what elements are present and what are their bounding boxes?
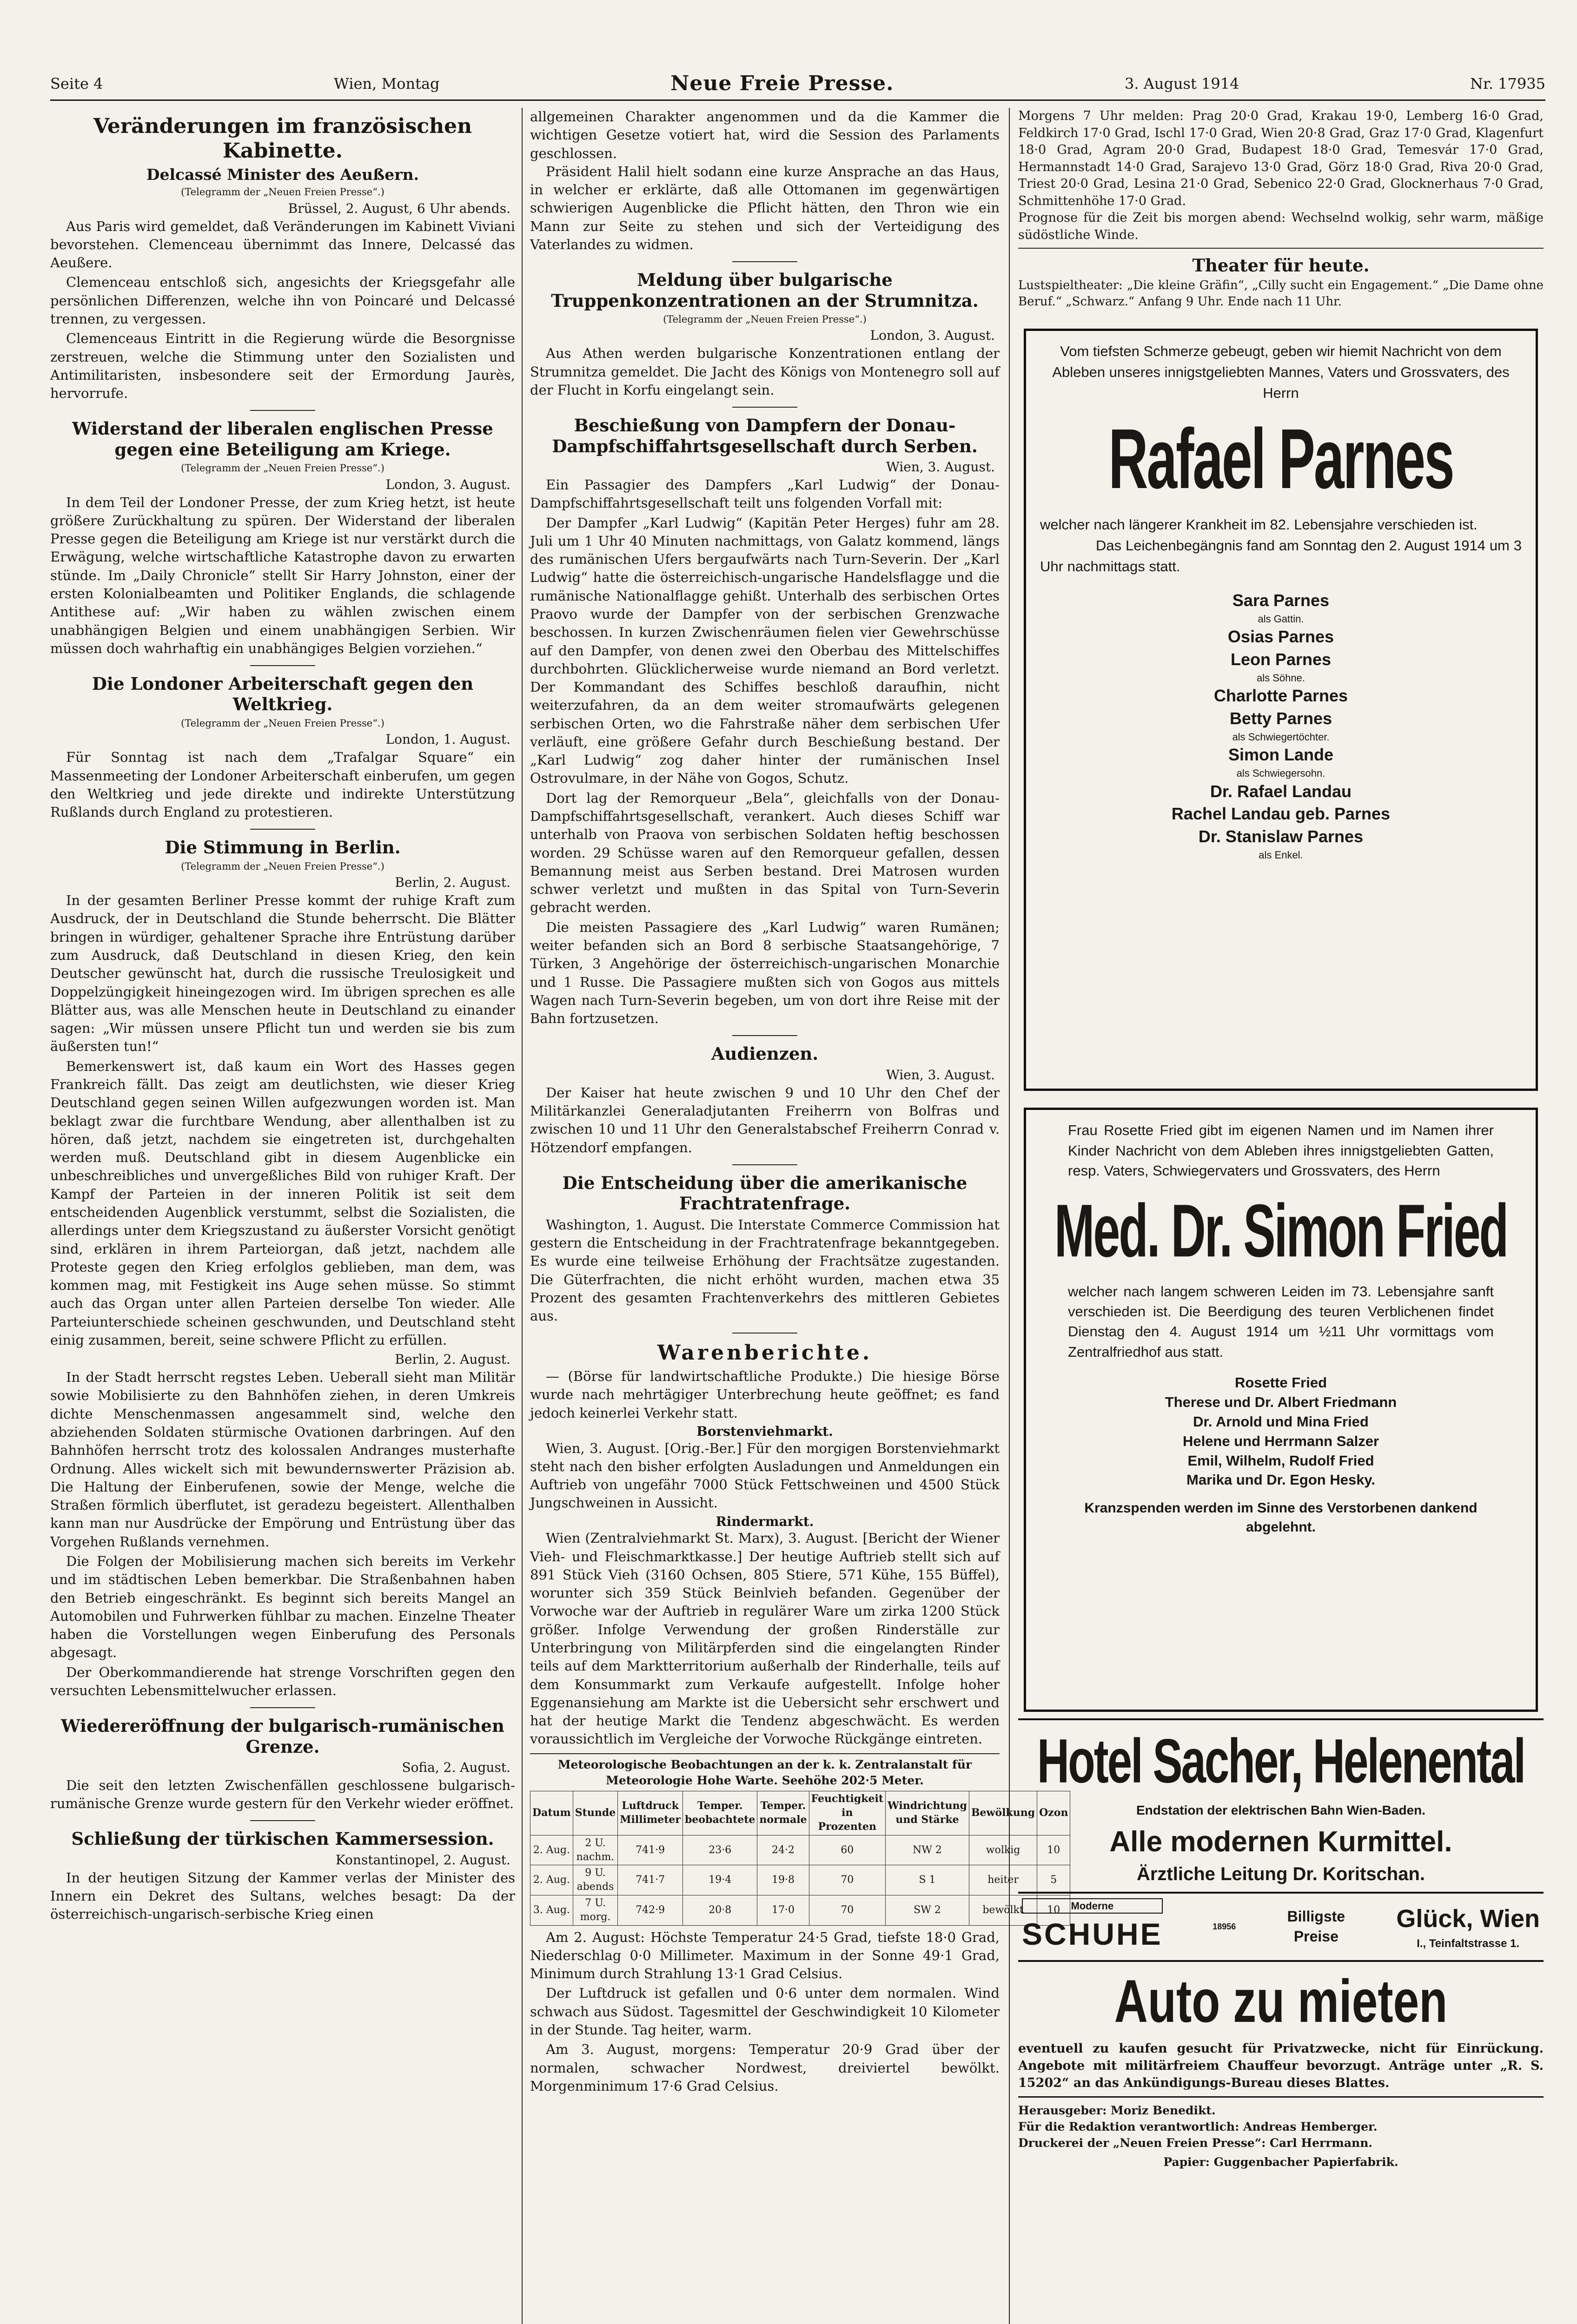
- table-cell: 23·6: [683, 1835, 757, 1865]
- table-cell: S 1: [886, 1865, 969, 1895]
- table-header-cell: Datum: [530, 1791, 573, 1835]
- mourner-name: Simon Lande: [1228, 745, 1334, 765]
- table-cell: 60: [809, 1835, 885, 1865]
- table-cell: 742·9: [618, 1895, 683, 1926]
- article-subtitle: Delcassé Minister des Aeußern.: [146, 165, 419, 184]
- table-cell: 7 U. morg.: [573, 1895, 617, 1926]
- table-cell: 741·9: [618, 1835, 683, 1865]
- shoe-ad-address: I., Teinfaltstrasse 1.: [1417, 1937, 1520, 1950]
- column-3: [1018, 108, 1544, 2324]
- paragraph: In der gesamten Berliner Presse kommt der ruhige Kraft zum Ausdruck, der in Deutschland die Stunde beherrscht. Die Blätter bringen in würdiger, gehaltener Sprache ihre Entrüstung darüber zum Ausdruck, daß Deutschland in diesen Krieg, den kein Deutscher gewünscht hat, durch die russische Treulosigkeit und Doppelzüngigkeit hineingezogen wird. Im übrigen sprechen es alle Blätter aus, was alle Menschen heute in Deutschland zu einander sagen: „Wir müssen unsere Pflicht tun und werden sie bis zum äußersten tun!“: [50, 892, 515, 1055]
- mourner-name: Helene und Herrmann Salzer: [1182, 1433, 1379, 1449]
- table-cell: 24·2: [757, 1835, 809, 1865]
- table-cell: 19·8: [757, 1865, 809, 1895]
- mourner-relation: als Schwiegersohn.: [1236, 767, 1325, 779]
- table-header-cell: Luftdruck Millimeter: [618, 1791, 683, 1835]
- dateline: Sofia, 2. August.: [402, 1759, 510, 1775]
- hotel-ad-subtitle: Endstation der elektrischen Bahn Wien-Baden.: [1136, 1802, 1426, 1817]
- column-1: [50, 108, 515, 2324]
- separator: [250, 410, 315, 411]
- section-heading: Rindermarkt.: [716, 1513, 814, 1529]
- mourner-name: Dr. Stanislaw Parnes: [1198, 827, 1364, 846]
- table-cell: 741·7: [618, 1865, 683, 1895]
- imprint-publisher: Herausgeber: Moriz Benedikt.: [1018, 2104, 1216, 2118]
- dateline: Konstantinopel, 2. August.: [335, 1852, 510, 1868]
- separator: [250, 665, 315, 666]
- article-title: Beschießung von Dampfern der Donau-Dampfschiffahrtsgesellschaft durch Serben.: [552, 415, 978, 456]
- shoe-ad-name: SCHUHE: [1022, 1917, 1163, 1952]
- paragraph: Clemenceaus Eintritt in die Regierung würde die Besorgnisse zerstreuen, welche die Stimmung unter den Sozialisten und Antimilitaristen, insbesondere seit der Ermordung Jaurès, hervorrufe.: [50, 330, 515, 402]
- table-cell: 19·4: [683, 1865, 757, 1895]
- obituary-text: welcher nach längerer Krankheit im 82. Lebensjahre verschieden ist.: [1040, 516, 1478, 533]
- separator: [732, 407, 797, 408]
- mourner-relation: als Söhne.: [1257, 672, 1305, 684]
- table-cell: bewölkt: [969, 1895, 1037, 1926]
- dateline: Brüssel, 2. August, 6 Uhr abends.: [288, 200, 510, 216]
- table-cell: wolkig: [969, 1835, 1037, 1865]
- paragraph: — (Börse für landwirtschaftliche Produkte.) Die hiesige Börse wurde nach mehrtägiger Unterbrechung heute geöffnet; es fand jedoch keinerlei Verkehr statt.: [530, 1368, 1000, 1421]
- shoe-ad-price: Billigste Preise: [1287, 1908, 1345, 1945]
- table-row: [530, 1865, 1070, 1895]
- table-cell: 17·0: [757, 1895, 809, 1926]
- table-cell: 70: [809, 1865, 885, 1895]
- table-cell: 5: [1037, 1865, 1070, 1895]
- table-header-cell: Temper. normale: [757, 1791, 809, 1835]
- table-cell: 3. Aug.: [530, 1895, 573, 1926]
- table-header-cell: Feuchtigkeit in Prozenten: [809, 1791, 885, 1835]
- dateline: Berlin, 2. August.: [395, 1352, 510, 1367]
- mourner-name: Dr. Arnold und Mina Fried: [1193, 1413, 1369, 1430]
- paragraph: Präsident Halil hielt sodann eine kurze Ansprache an das Haus, in welcher er erklärte, daß alle Ottomanen im gegenwärtigen schwierigen Augenblicke die Pflicht hätten, den Thron wie ein Mann zur Seite zu stehen und sich der Verteidigung des Vaterlandes zu widmen.: [530, 163, 1000, 252]
- separator: [250, 1820, 315, 1821]
- mourner-name: Rosette Fried: [1234, 1374, 1327, 1391]
- table-cell: 2. Aug.: [530, 1835, 573, 1865]
- table-header-cell: Stunde: [573, 1791, 617, 1835]
- mourner-name: Marika und Dr. Egon Hesky.: [1186, 1472, 1375, 1488]
- paragraph: Der Luftdruck ist gefallen und 0·6 unter dem normalen. Wind schwach aus Südost. Tagesmittel der Geschwindigkeit 10 Kilometer in der Stunde. Tag heiter, warm.: [530, 1985, 1000, 2038]
- imprint-editor: Für die Redaktion verantwortlich: Andreas Hemberger.: [1018, 2120, 1378, 2134]
- auto-ad-text: eventuell zu kaufen gesucht für Privatzwecke, nicht für Einrückung. Angebote mit militärfreiem Chauffeur bevorzugt. Anträge unter „R. S. 15202“ an das Ankündigungs-Bureau dieses Blattes.: [1018, 2041, 1544, 2090]
- article-title: Widerstand der liberalen englischen Presse gegen eine Beteiligung am Kriege.: [72, 418, 493, 460]
- article-title: Die Londoner Arbeiterschaft gegen den Weltkrieg.: [92, 673, 474, 715]
- obituary-fried: [1024, 1108, 1538, 1712]
- paragraph: Für Sonntag ist nach dem „Trafalgar Square“ ein Massenmeeting der Londoner Arbeiterschaft einberufen, um gegen den Weltkrieg und jede direkte und indirekte Unterstützung Rußlands durch England zu protestieren.: [50, 749, 515, 820]
- mourner-name: Osias Parnes: [1227, 627, 1334, 647]
- meteorology-title: Meteorologische Beobachtungen an der k. k. Zentralanstalt für Meteorologie Hohe Warte. Seehöhe 202·5 Meter.: [530, 1753, 1000, 1789]
- theater-listing: Lustspieltheater: „Die kleine Gräfin“, „Cilly sucht ein Engagement.“ „Die Dame ohne Beruf.“ „Schwarz.“ Anfang 9 Uhr. Ende nach 11 Uhr.: [1018, 278, 1544, 309]
- issue-number: Nr. 17935: [1470, 74, 1545, 92]
- shoe-ad-modern: Moderne: [1022, 1898, 1163, 1914]
- article-title: Die Stimmung in Berlin.: [165, 837, 401, 858]
- imprint-printer: Druckerei der „Neuen Freien Presse“: Carl Herrmann.: [1018, 2136, 1373, 2150]
- shoe-ad-store: Glück, Wien: [1396, 1905, 1540, 1933]
- separator: [250, 829, 315, 830]
- paragraph: Wien (Zentralviehmarkt St. Marx), 3. August. [Bericht der Wiener Vieh- und Fleischmarktkasse.] Der heutige Auftrieb stellt sich auf 891 Stück Vieh (3160 Ochsen, 805 Stiere, 571 Kühe, 155 Büffel), worunter sich 359 Stück Beinlvieh befanden. Gegenüber der Vorwoche war der Auftrieb in regulärer Ware um zirka 1200 Stück größer. Infolge Verwendung der großen Rinderställe zur Unterbringung von Militärpferden sind die eingelangten Rinder teils auf dem Marktterritorium außerhalb der Rinderhalle, teils auf dem Konsummarkt zum Verkaufe aufgestellt. Infolge hoher Eggenansiehung am Markte ist die Uebersicht sehr erschwert und hat der heutige Markt die Tendenz abgeschwächt. Es werden voraussichtlich im Vergleiche der Vorwoche Rückgänge eintreten.: [530, 1530, 1000, 1747]
- column-rule: [1009, 108, 1010, 2324]
- section-heading: Borstenviehmarkt.: [696, 1423, 833, 1439]
- mourner-relation: als Schwiegertöchter.: [1232, 731, 1330, 743]
- obituary-text: Das Leichenbegängnis fand am Sonntag den 2. August 1914 um 3 Uhr nachmittags statt.: [1040, 537, 1522, 575]
- table-cell: 10: [1037, 1835, 1070, 1865]
- telegram-note: (Telegramm der „Neuen Freien Presse“.): [181, 717, 384, 729]
- dateline: London, 1. August.: [385, 732, 510, 747]
- mourner-relation: als Gattin.: [1258, 613, 1304, 625]
- dateline: Wien, 3. August.: [886, 459, 995, 475]
- meteorology-table: [530, 1791, 1070, 1925]
- paragraph: Ein Passagier des Dampfers „Karl Ludwig“ der Donau-Dampfschiffahrtsgesellschaft teilt uns folgenden Vorfall mit:: [530, 476, 1000, 511]
- telegram-note: (Telegramm der „Neuen Freien Presse“.): [181, 462, 384, 474]
- article-title: Wiedereröffnung der bulgarisch-rumänischen Grenze.: [61, 1716, 504, 1757]
- obituary-text: welcher nach langem schweren Leiden im 73. Lebensjahre sanft verschieden ist. Die Beerdigung des teuren Verblichenen findet Dienstag den 4. August 1914 um ½11 Uhr vormittags vom Zentralfriedhof aus statt.: [1068, 1283, 1494, 1360]
- paragraph: In der Stadt herrscht regstes Leben. Ueberall sieht man Militär sowie Mobilisierte zu den Bahnhöfen ziehen, in deren Umkreis dichte Menschenmassen angesammelt sind, welche den abziehenden Soldaten stürmische Ovationen darbringen. Auf den Bahnhöfen herrscht trotz des kolossalen Andranges musterhafte Ordnung. Alles wickelt sich mit bewundernswerter Präzision ab. Die Haltung der Einberufenen, sowie der Menge, welche die Straßen förmlich überflutet, ist geradezu begeistert. Allenthalben kann man nur Ausdrücke der Empörung und Entrüstung über das Vorgehen Rußlands vernehmen.: [50, 1369, 515, 1550]
- paragraph: In der heutigen Sitzung der Kammer verlas der Minister des Innern ein Dekret des Sultans, welches besagt: Da der österreichisch-ungarisch-serbische Krieg einen: [50, 1869, 515, 1922]
- paragraph: In dem Teil der Londoner Presse, der zum Krieg hetzt, ist heute größere Zurückhaltung zu spüren. Der Widerstand der liberalen Presse gegen die Beteiligung am Kriege ist nur verstärkt durch die Erwägung, welche wirtschaftliche Katastrophe davon zu erwarten stünde. Im „Daily Chronicle“ stellt Sir Harry Johnston, einer der ersten Kolonialbeamten und Politiker Englands, die schlagende Antithese auf: „Wir haben zu wählen zwischen einem unabhängigen Belgien und einem unabhängigen Serbien. Wir müssen doch wahrhaftig ein unabhängiges Belgien vorziehen.“: [50, 494, 515, 656]
- hotel-ad-doctor: Ärztliche Leitung Dr. Koritschan.: [1136, 1864, 1425, 1885]
- paragraph: Washington, 1. August. Die Interstate Commerce Commission hat gestern die Entscheidung in der Frachtratenfrage bekanntgegeben. Es wurde eine teilweise Erhöhung der Frachtsätze zugestanden. Die Güterfrachten, die nicht erhöht wurden, machen etwa 35 Prozent des gesamten Frachtenverkehrs des mittleren Gebietes aus.: [530, 1216, 1000, 1324]
- page-number: Seite 4: [50, 74, 103, 92]
- theater-title: Theater für heute.: [1192, 255, 1370, 276]
- table-cell: 2. Aug.: [530, 1865, 573, 1895]
- header-date-left: Wien, Montag: [334, 74, 440, 92]
- obituary-parnes: [1024, 329, 1538, 1091]
- article-title: Veränderungen im französischen Kabinette.: [93, 114, 472, 163]
- mourner-name: Emil, Wilhelm, Rudolf Fried: [1187, 1452, 1374, 1469]
- table-row: [530, 1895, 1070, 1926]
- weather-forecast: Prognose für die Zeit bis morgen abend: Wechselnd wolkig, sehr warm, mäßige südöstliche Winde.: [1018, 211, 1544, 243]
- column-rule: [522, 108, 523, 2324]
- paragraph: Bemerkenswert ist, daß kaum ein Wort des Hasses gegen Frankreich fällt. Das zeigt am deutlichsten, wie dieser Krieg Deutschland gegen seinen Willen aufgezwungen worden ist. Man beklagt zwar die furchtbare Wendung, aber allenthalben ist zu hören, daß jetzt, nachdem sie eingetreten ist, durchgehalten werden muß. Deutschland gibt in diesem Augenblicke ein unbeschreibliches und unvergeßliches Bild von ruhiger Kraft. Der Kampf der Parteien in der inneren Politik ist seit dem entscheidenden Augenblick verstummt, selbst die Sozialisten, die allerdings unter dem Kriegszustand zu äußerster Vorsicht genötigt sind, erklären in ihrem Parteiorgan, daß jetzt, nachdem alle Proteste gegen den Krieg erfolglos geblieben, man dem, was kommen mag, mit Festigkeit ins Auge sehen müsse. So stimmt auch das Organ unter allen Parteien derselbe Ton wieder. Alle Parteiunterschiede scheinen geschwunden, und Deutschland steht einig zusammen, bereit, seine schwere Pflicht zu erfüllen.: [50, 1058, 515, 1348]
- table-cell: 9 U. abends: [573, 1865, 617, 1895]
- paragraph: Dort lag der Remorqueur „Bela“, gleichfalls von der Donau-Dampfschiffahrtsgesellschaft, verankert. Auch dieses Schiff war unterhalb von Praova von serbischen Soldaten heftig beschossen worden. 29 Schüsse waren auf den Remorqueur gefallen, dessen Bemannung meist aus Serben bestand. Drei Matrosen wurden schwer verletzt und mußten in das Spital von Turn-Severin gebracht werden.: [530, 790, 1000, 916]
- table-cell: 70: [809, 1895, 885, 1926]
- paragraph: Der Oberkommandierende hat strenge Vorschriften gegen den versuchten Lebensmittelwucher erlassen.: [50, 1664, 515, 1698]
- paragraph: allgemeinen Charakter angenommen und da die Kammer die wichtigen Gesetze votiert hat, wird die Session des Parlaments geschlossen.: [530, 109, 1000, 161]
- article-title: Audienzen.: [711, 1043, 819, 1064]
- separator: [732, 1035, 797, 1036]
- paragraph: Clemenceau entschloß sich, angesichts der Kriegsgefahr alle persönlichen Differenzen, welche ihn von Poincaré und Delcassé trennen, zu vergessen.: [50, 274, 515, 327]
- paragraph: Aus Athen werden bulgarische Konzentrationen entlang der Strumnitza gemeldet. Die Jacht des Königs von Montenegro soll auf der Flucht in Korfu eingelangt sein.: [530, 345, 1000, 398]
- paragraph: Aus Paris wird gemeldet, daß Veränderungen im Kabinett Viviani bevorstehen. Clemenceau übernimmt das Innere, Delcassé das Aeußere.: [50, 218, 515, 271]
- obituary-name: Rafael Parnes: [1108, 411, 1453, 507]
- mourner-name: Charlotte Parnes: [1213, 686, 1348, 706]
- dateline: London, 3. August.: [870, 328, 995, 343]
- obituary-note: Kranzspenden werden im Sinne des Verstorbenen dankend abgelehnt.: [1084, 1500, 1478, 1535]
- article-title: Meldung über bulgarische Truppenkonzentrationen an der Strumnitza.: [551, 270, 979, 311]
- table-header-cell: Windrichtung und Stärke: [886, 1791, 969, 1835]
- mourner-name: Therese und Dr. Albert Friedmann: [1165, 1394, 1397, 1411]
- separator: [732, 1333, 797, 1334]
- obituary-intro: Frau Rosette Fried gibt im eigenen Namen und im Namen ihrer Kinder Nachricht von dem Ableben ihres innigstgeliebten Gatten, resp. Vaters, Schwiegervaters und Grossvaters, des Herrn: [1068, 1122, 1494, 1179]
- table-header-cell: Temper. beobachtete: [683, 1791, 757, 1835]
- table-cell: 20·8: [683, 1895, 757, 1926]
- paragraph: Die seit den letzten Zwischenfällen geschlossene bulgarisch-rumänische Grenze wurde gestern für den Verkehr wieder eröffnet.: [50, 1777, 515, 1812]
- dateline: London, 3. August.: [385, 476, 510, 492]
- paragraph: Wien, 3. August. [Orig.-Ber.] Für den morgigen Borstenviehmarkt steht nach den bisher erfolgten Ausladungen und Anmeldungen ein Auftrieb von ungefähr 7000 Stück Fettschweinen und 4500 Stück Jungschweinen in Aussicht.: [530, 1440, 1000, 1511]
- column-2: [530, 108, 1068, 2324]
- mourner-name: Leon Parnes: [1230, 650, 1332, 669]
- header-date-right: 3. August 1914: [1125, 74, 1239, 92]
- table-cell: SW 2: [886, 1895, 969, 1926]
- table-row: [530, 1835, 1070, 1865]
- imprint: [1018, 2102, 1544, 2170]
- article-title: Schließung der türkischen Kammersession.: [71, 1829, 494, 1849]
- table-cell: 2 U. nachm.: [573, 1835, 617, 1865]
- imprint-paper: Papier: Guggenbacher Papierfabrik.: [1163, 2155, 1398, 2169]
- shoe-ad: [1018, 1898, 1544, 1955]
- auto-ad-title: Auto zu mieten: [1114, 1967, 1448, 2035]
- telegram-note: (Telegramm der „Neuen Freien Presse“.): [663, 314, 867, 325]
- table-header-cell: Bewölkung: [969, 1791, 1037, 1835]
- separator: [250, 1707, 315, 1708]
- separator: [732, 261, 797, 262]
- telegram-note: (Telegramm der „Neuen Freien Presse“.): [181, 186, 384, 198]
- paragraph: Die meisten Passagiere des „Karl Ludwig“ waren Rumänen; weiter befanden sich an Bord 8 serbische Staatsangehörige, 7 Türken, 3 Angehörige der österreichisch-ungarischen Monarchie und 1 Russe. Die Passagiere mußten sich von Gogos aus mittels Wagen nach Turn-Severin begeben, um von dort ihre Reise mit der Bahn fortzusetzen.: [530, 919, 1000, 1027]
- dateline: Wien, 3. August.: [886, 1067, 995, 1083]
- hotel-ad-title: Hotel Sacher, Helenental: [1037, 1726, 1525, 1796]
- obituary-name: Med. Dr. Simon Fried: [1054, 1189, 1508, 1273]
- table-header-cell: Ozon: [1037, 1791, 1070, 1835]
- mourner-name: Rachel Landau geb. Parnes: [1171, 804, 1391, 824]
- shoe-ad-number: 18956: [1213, 1922, 1236, 1932]
- table-cell: NW 2: [886, 1835, 969, 1865]
- mourner-relation: als Enkel.: [1259, 849, 1303, 861]
- article-title: Warenberichte.: [657, 1341, 873, 1365]
- paragraph: Der Kaiser hat heute zwischen 9 und 10 Uhr den Chef der Militärkanzlei Generaladjutanten Freiherrn von Bolfras und zwischen 10 und 11 Uhr den Generalstabschef Freiherrn Conrad v. Hötzendorf empfangen.: [530, 1084, 1000, 1155]
- separator: [732, 1164, 797, 1165]
- obituary-intro: Vom tiefsten Schmerze gebeugt, geben wir hiemit Nachricht von dem Ableben unseres innigstgeliebten Mannes, Vaters und Grossvaters, des Herrn: [1052, 343, 1510, 402]
- paragraph: Der Dampfer „Karl Ludwig“ (Kapitän Peter Herges) fuhr am 28. Juli um 1 Uhr 40 Minuten nachmittags, von Galatz kommend, längs des rumänischen Ufers bergaufwärts nach Turn-Severin. Der „Karl Ludwig“ hatte die österreichisch-ungarische Handelsflagge und die rumänische Nationalflagge gehißt. Unterhalb des serbischen Ortes Praovo wurde der Dampfer von der serbischen Grenzwache beschossen. In kurzen Zwischenräumen fielen vier Gewehrschüsse auf den Dampfer, von denen zwei den Oberbau des Mittelschiffes durchbohrten. Glücklicherweise wurde niemand an Bord verletzt. Der Kommandant des Schiffes beschloß daraufhin, nicht weiterzufahren, da an dem weiter stromaufwärts gelegenen serbischen Orten, wo die Fahrstraße näher dem serbischen Ufer verläuft, eine größere Gefahr durch Beschießung bestand. Der „Karl Ludwig“ zog daher hinter der rumänischen Insel Ostrovulmare, in der Nähe von Gogos, Schutz.: [530, 515, 1000, 786]
- paragraph: Die Folgen der Mobilisierung machen sich bereits im Verkehr und im städtischen Leben bemerkbar. Die Straßenbahnen haben den Betrieb eingeschränkt. Es beginnt sich bereits Mangel an Automobilen und Fuhrwerken fühlbar zu machen. Einzelne Theater haben die Vorstellungen wegen Einberufung des Personals abgesagt.: [50, 1553, 515, 1661]
- mourner-name: Dr. Rafael Landau: [1210, 781, 1352, 801]
- dateline: Berlin, 2. August.: [395, 875, 510, 891]
- newspaper-title: Neue Freie Presse.: [670, 72, 894, 95]
- paragraph: Am 2. August: Höchste Temperatur 24·5 Grad, tiefste 18·0 Grad, Niederschlag 0·0 Millimeter. Maximum in der Sonne 49·1 Grad, Minimum durch Strahlung 13·1 Grad Celsius.: [530, 1929, 1000, 1982]
- weather-report: Morgens 7 Uhr melden: Prag 20·0 Grad, Krakau 19·0, Lemberg 16·0 Grad, Feldkirch 17·0 Grad, Ischl 17·0 Grad, Wien 20·8 Grad, Graz 17·0 Grad, Klagenfurt 18·0 Grad, Agram 20·0 Grad, Budapest 18·0 Grad, Temesvár 17·0 Grad, Hermannstadt 14·0 Grad, Sarajevo 13·0 Grad, Görz 18·0 Grad, Riva 20·0 Grad, Triest 20·0 Grad, Lesina 21·0 Grad, Sebenico 22·0 Grad, Glocknerhaus 7·0 Grad, Schmittenhöhe 17·0 Grad.: [1018, 109, 1544, 208]
- mourner-name: Sara Parnes: [1232, 591, 1330, 610]
- table-cell: heiter: [969, 1865, 1037, 1895]
- paragraph: Am 3. August, morgens: Temperatur 20·9 Grad über der normalen, schwacher Nordwest, dreiviertel bewölkt. Morgenminimum 17·6 Grad Celsius.: [530, 2041, 1000, 2094]
- table-cell: 10: [1037, 1895, 1070, 1926]
- hotel-ad-cure: Alle modernen Kurmittel.: [1109, 1826, 1452, 1858]
- page-header: [50, 67, 1545, 101]
- mourner-name: Betty Parnes: [1229, 709, 1332, 728]
- article-title: Die Entscheidung über die amerikanische Frachtratenfrage.: [562, 1172, 967, 1214]
- telegram-note: (Telegramm der „Neuen Freien Presse“.): [181, 860, 384, 872]
